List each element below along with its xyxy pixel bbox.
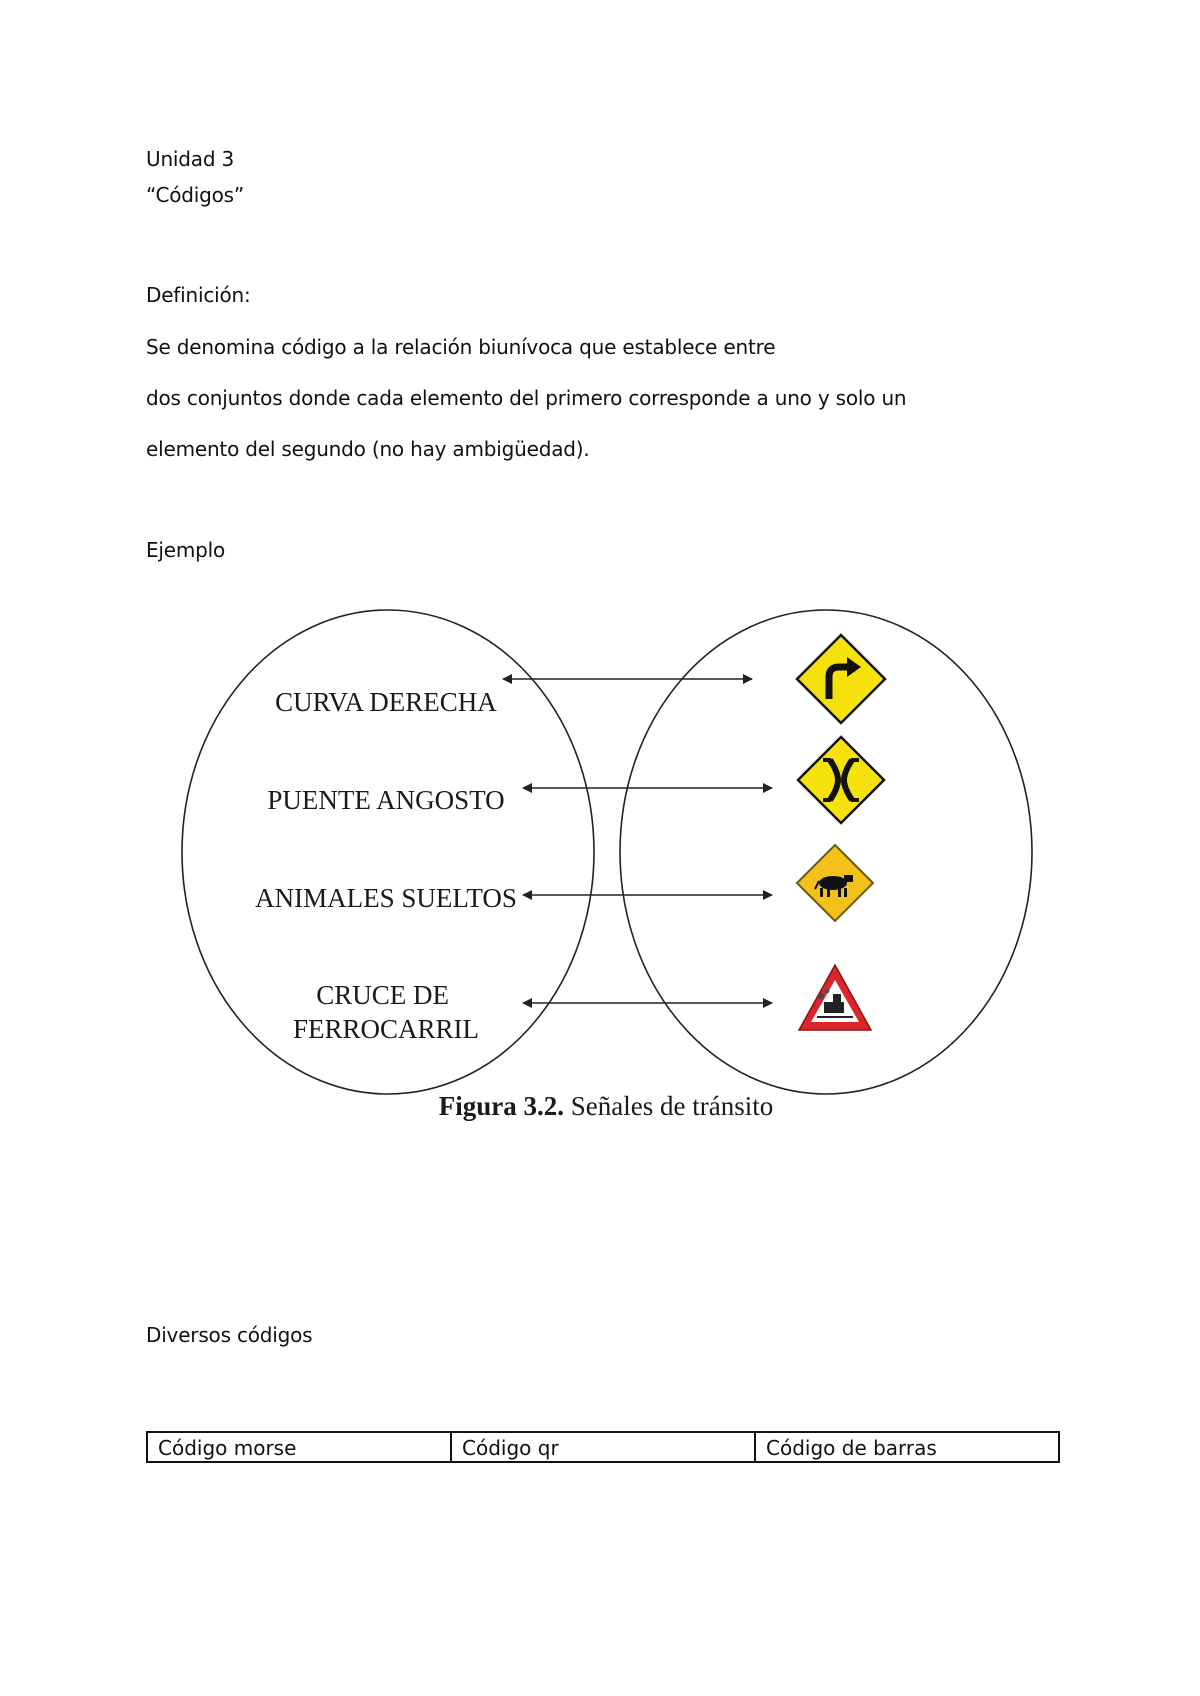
traffic-signs-diagram <box>176 600 1056 1140</box>
set-a-item: ANIMALES SUELTOS <box>255 883 517 913</box>
table-row <box>147 1432 1059 1462</box>
diverse-codes-label: Diversos códigos <box>146 1323 313 1347</box>
table-cell: Código morse <box>147 1432 451 1462</box>
definition-line: Se denomina código a la relación biunívoca que establece entre <box>146 335 776 359</box>
example-label: Ejemplo <box>146 538 226 562</box>
set-a-item: PUENTE ANGOSTO <box>267 785 505 815</box>
set-a-item: CRUCE DE FERROCARRIL <box>292 980 480 1044</box>
codes-table <box>146 1431 1060 1463</box>
definition-line: dos conjuntos donde cada elemento del primero corresponde a uno y solo un <box>146 386 907 410</box>
narrow-bridge-sign-icon <box>798 737 884 823</box>
curve-right-sign-icon <box>797 635 885 723</box>
table-cell: Código qr <box>451 1432 755 1462</box>
unit-heading: Unidad 3 <box>146 147 234 171</box>
figure-caption: Figura 3.2. Señales de tránsito <box>438 1091 774 1121</box>
set-a-item: CURVA DERECHA <box>275 687 497 717</box>
page-title: “Códigos” <box>146 183 245 207</box>
definition-label: Definición: <box>146 283 251 307</box>
loose-animals-sign-icon <box>797 845 873 921</box>
table-cell: Código de barras <box>755 1432 1059 1462</box>
definition-line: elemento del segundo (no hay ambigüedad). <box>146 437 590 461</box>
railroad-crossing-sign-icon <box>799 965 871 1030</box>
